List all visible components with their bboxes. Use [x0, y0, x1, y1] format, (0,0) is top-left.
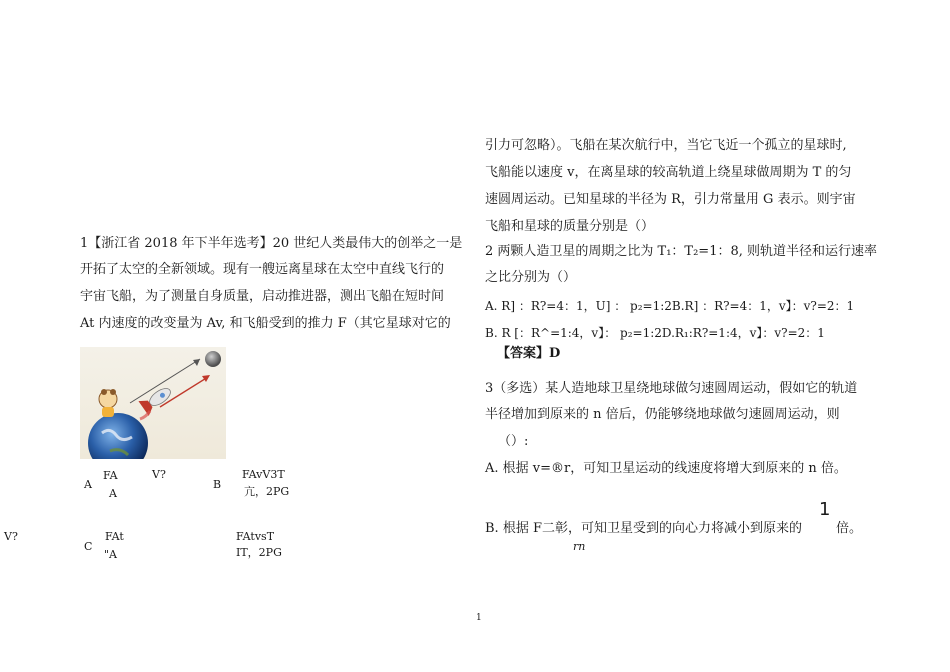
q3-option-a: A. 根据 v=®r，可知卫星运动的线速度将增大到原来的 n 倍。: [485, 461, 847, 476]
q1-cont-line-2: 飞船能以速度 v，在离星球的较高轨道上绕星球做周期为 T 的匀: [485, 165, 852, 180]
q3-rn: rn: [573, 540, 586, 553]
q2-line-2: 之比分别为（）: [485, 270, 577, 285]
q3-fraction-numerator: 1: [819, 499, 831, 520]
answer-label: 【答案】D: [497, 346, 561, 361]
margin-v: V?: [4, 530, 18, 543]
option-a-v: V?: [152, 468, 166, 481]
q3-option-b: B. 根据 F二彰，可知卫星受到的向心力将减小到原来的: [485, 521, 802, 536]
option-c-label: C: [84, 540, 93, 553]
q1-cont-line-1: 引力可忽略）。飞船在某次航行中，当它飞近一个孤立的星球时,: [485, 138, 847, 153]
option-d-denominator: IT，2PG: [236, 546, 282, 559]
planet-icon: [205, 351, 221, 367]
q1-line-2: 开拓了太空的全新领域。现有一艘远离星球在太空中直线飞行的: [80, 262, 445, 277]
option-a-label: A: [84, 478, 92, 491]
option-b-label: B: [213, 478, 222, 491]
q2-options-cd: B. R [：R^=1:4，v】： p₂=1:2D.R₁:R?=1:4，v】：v?=2：1: [485, 326, 825, 340]
page-number: 1: [476, 613, 482, 623]
q1-line-1: 1【浙江省 2018 年下半年选考】20 世纪人类最伟大的创举之一是: [80, 236, 463, 251]
option-a-denominator: A: [109, 487, 117, 500]
option-c-denominator: "A: [104, 548, 118, 561]
q3-line-1: 3（多选）某人造地球卫星绕地球做匀速圆周运动，假如它的轨道: [485, 381, 858, 396]
option-b-denominator: 亢，2PG: [244, 485, 290, 498]
q3-line-2: 半径增加到原来的 n 倍后，仍能够绕地球做匀速圆周运动，则: [485, 407, 840, 422]
spaceship-illustration: [80, 347, 226, 459]
option-a-numerator: FA: [103, 469, 118, 482]
q3-option-b-tail: 倍。: [836, 521, 863, 536]
q1-cont-line-3: 速圆周运动。已知星球的半径为 R，引力常量用 G 表示。则宇宙: [485, 192, 856, 207]
q2-options-ab: A. R] ：R?=4：1，U] ： p₂=1:2B.R] ：R?=4：1，v】：v?=2：1: [485, 299, 855, 313]
q3-line-3: （）:: [498, 434, 529, 449]
option-b-numerator: FAvV3T: [242, 468, 285, 481]
q1-line-3: 宇宙飞船，为了测量自身质量，启动推进器，测出飞船在短时间: [80, 289, 445, 304]
option-d-numerator: FAtvsT: [236, 530, 275, 543]
q1-line-4: At 内速度的改变量为 Av, 和飞船受到的推力 F（其它星球对它的: [80, 316, 451, 331]
q1-cont-line-4: 飞船和星球的质量分别是（）: [485, 219, 655, 234]
rocket-icon: [138, 383, 175, 416]
spaceship-scene: [80, 347, 226, 459]
q2-line-1: 2 两颗人造卫星的周期之比为 T₁：T₂=1：8, 则轨道半径和运行速率: [485, 244, 877, 259]
option-c-numerator: FAt: [105, 530, 124, 543]
